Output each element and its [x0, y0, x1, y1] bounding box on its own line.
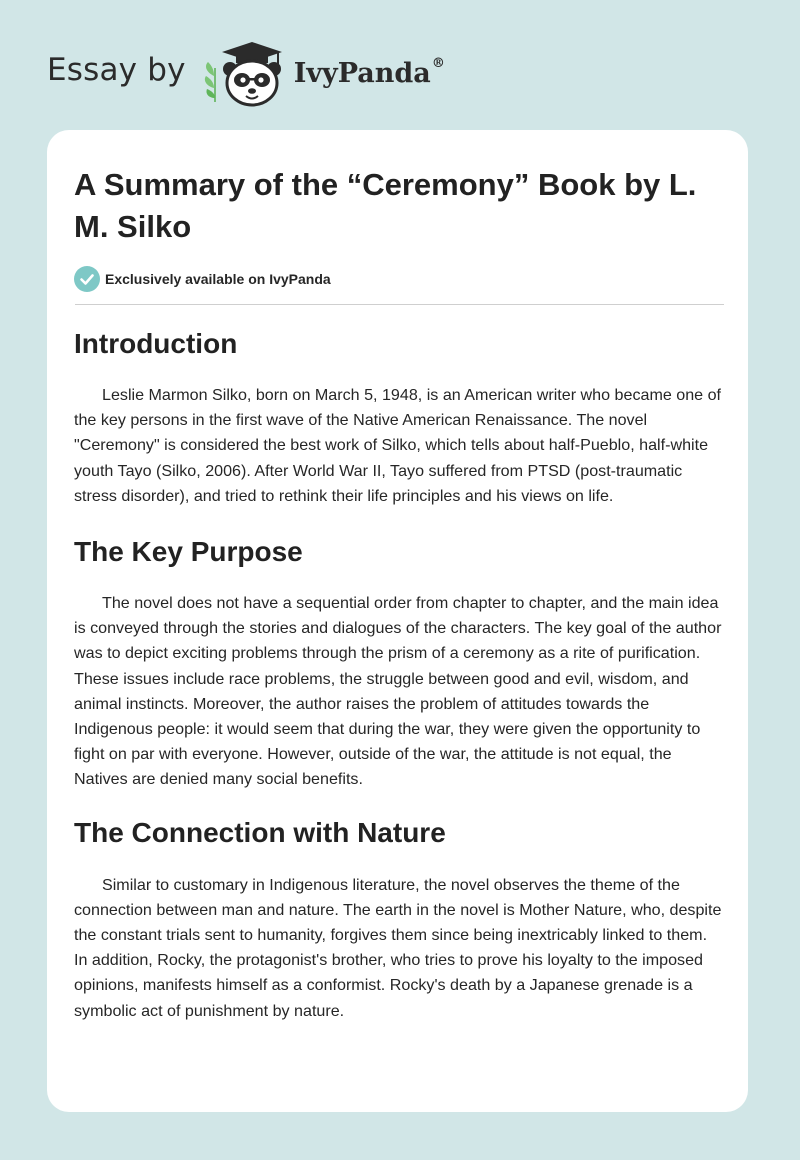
title-divider	[75, 304, 724, 305]
exclusive-text: Exclusively available on IvyPanda	[105, 271, 331, 287]
article-content	[74, 130, 724, 1024]
check-circle-icon	[74, 266, 100, 292]
section-body-connection-nature: Similar to customary in Indigenous literature, the novel observes the theme of the connection between man and nature. The earth in the novel is Mother Nature, who, despite the constant trials sent to humanity, forgives them since being inextricably linked to them. In addition, Rocky, the protagonist's brother, who tries to prove his loyalty to the imposed opinions, manifests himself as a conformist. Rocky's death by a Japanese grenade is a symbolic act of punishment by nature.	[74, 875, 722, 1020]
article-card	[47, 130, 748, 1112]
panda-graduate-icon[interactable]	[200, 36, 290, 108]
section-heading-key-purpose: The Key Purpose	[74, 536, 303, 568]
section-heading-connection-nature: The Connection with Nature	[74, 816, 446, 848]
section-body-key-purpose: The novel does not have a sequential order from chapter to chapter, and the main idea is conveyed through the stories and dialogues of the characters. The key goal of the author was to depict exciting problems through the prism of a ceremony as a rite of purification. These issues include race problems, the struggle between good and evil, wisdom, and animal instincts. Moreover, the author raises the problem of attitudes towards the Indigenous people: it would seem that during the war, they were given the opportunity to fight on par with everyone. However, outside of the war, the attitude is not equal, the Natives are denied many social benefits.	[74, 594, 722, 789]
essay-by-label: Essay by	[47, 52, 186, 88]
section-body-introduction: Leslie Marmon Silko, born on March 5, 1948, is an American writer who became one of the key persons in the first wave of the Native American Renaissance. The novel "Ceremony" is considered the best work of Silko, which tells about half-Pueblo, half-white youth Tayo (Silko, 2006). After World War II, Tayo suffered from PTSD (post-traumatic stress disorder), and tried to rethink their life principles and his views on life.	[74, 386, 722, 505]
section-heading-introduction: Introduction	[74, 328, 238, 359]
article-title: A Summary of the “Ceremony” Book by L. M. Silko	[74, 167, 697, 244]
exclusive-badge	[74, 266, 724, 292]
site-header	[47, 36, 445, 108]
registered-mark: ®	[431, 55, 445, 71]
brand-name[interactable]: IvyPanda®	[293, 55, 445, 89]
